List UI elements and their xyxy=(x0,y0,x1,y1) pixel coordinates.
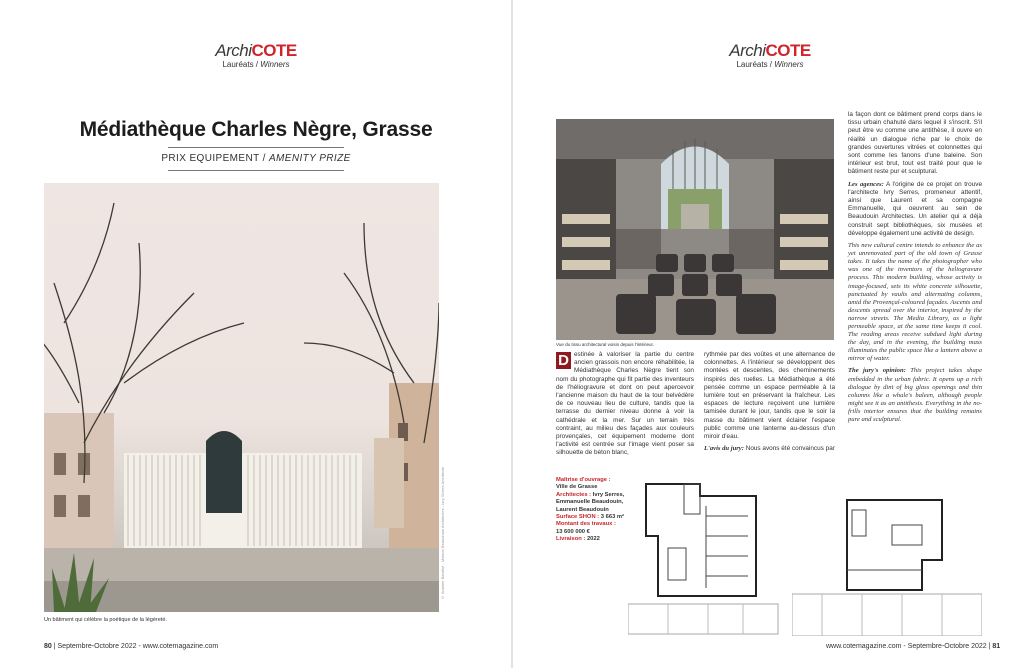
logo-cote: COTE xyxy=(251,41,297,60)
prize-label xyxy=(60,153,452,164)
archicote-logo-right xyxy=(710,42,830,70)
logo-laureats: Lauréats / xyxy=(736,60,773,69)
dropcap: D xyxy=(556,352,571,369)
montant-label: Montant des travaux : xyxy=(556,521,616,528)
folio-right xyxy=(826,643,1000,650)
architects-value: Ivry Serres, Emmanuelle Beaudouin, Laurent Beaudouin xyxy=(556,491,625,513)
article-col-2 xyxy=(704,351,835,457)
logo-archi: Archi xyxy=(215,41,252,60)
maitrise-label: Maîtrise d'ouvrage : xyxy=(556,477,611,483)
article-col-1 xyxy=(556,351,694,462)
maitrise-value: Ville de Grasse xyxy=(556,484,598,491)
floor-plan-1 xyxy=(628,476,783,636)
agences-label: Les agences: xyxy=(848,180,884,188)
architects-label: Architectes : xyxy=(556,491,592,498)
floor-plan-1-drawing xyxy=(628,476,783,636)
project-info xyxy=(556,477,636,544)
title-rule-bottom xyxy=(168,170,344,171)
page-gutter xyxy=(511,0,513,668)
logo-winners: Winners xyxy=(774,60,804,69)
livraison-label: Livraison : xyxy=(556,536,586,543)
interior-illustration xyxy=(556,119,834,340)
logo-archi: Archi xyxy=(729,41,766,60)
folio-right-text: www.cotemagazine.com - Septembre-Octobre 2022 | xyxy=(826,643,991,650)
page-number-right: 81 xyxy=(992,643,1001,650)
agences-text: A l'origine de ce projet on trouve l'architecte Ivry Serres, promeneur attentif, ainsi que Laurent et sa compagne Emmanuelle, qui oeuvrent au sein de Beaudouin Architectes. Un atelier qui a déjà construit sept bibliothèques, six musées et développe également une activité de design. xyxy=(848,180,982,237)
col2-text: rythmée par des voûtes et une alternance de colonnettes. A l'intérieur se développent des montées et descentes, des cheminements inspirés des ruelles. La Médiathèque a été pensée comme un espace perméable à la lumière tout en préservant la fraîcheur. Les espaces de lecture reçoivent une lumière tamisée durant le jour, tandis que le soir la masse du bâtiment vient éclairer l'espace public comme une lanterne au-dessus d'un miroir d'eau. xyxy=(704,351,835,441)
floor-plan-2 xyxy=(792,490,982,636)
surface-value: 3 663 m² xyxy=(599,514,624,521)
mediatheque-exterior-photo xyxy=(44,183,439,612)
livraison-value: 2022 xyxy=(585,536,600,543)
exterior-illustration xyxy=(44,183,439,612)
surface-label: Surface SHON : xyxy=(556,514,600,521)
photo-credit: © Antoine Baralhé - Maison Beaudouin Architectes - Ivry Serres Architecte xyxy=(440,466,445,600)
prize-en: AMENITY PRIZE xyxy=(268,153,351,164)
montant-value: 13 600 000 € xyxy=(556,528,590,535)
jury-label: L'avis du jury: xyxy=(704,445,744,453)
interior-caption: Vue du tissu architectural voisin depuis l'intérieur. xyxy=(556,342,654,347)
page-number-left: 80 xyxy=(44,643,52,650)
photo-caption: Un bâtiment qui célèbre la poétique de la légèreté. xyxy=(44,617,167,623)
english-jury-label: The jury's opinion: xyxy=(848,367,906,375)
logo-winners: Winners xyxy=(260,60,290,69)
english-text: This new cultural centre intends to enhance the as yet unrenovated part of the old town of Grasse takes. It takes the name of the photographer who was one of the inventors of the heliogravure process. This modern building, whose activity is image-focused, sets its white concrete silhouette, punctuated by vaults and alternating columns, amid the Provençal-coloured façades. Ascents and descents spread over the interior, inspired by the narrow streets. The Media Library, as a light permeable space, at the same time keeps it cool. The reading areas receive subdued light during the day, and in the evening, the building mass illuminates the public space like a lantern above a mirror of water. xyxy=(848,242,982,363)
floor-plan-2-drawing xyxy=(792,490,982,636)
logo-laureats: Lauréats / xyxy=(222,60,259,69)
jury-text: Nous avons été convaincus par xyxy=(743,445,835,453)
archicote-logo-left xyxy=(196,42,316,70)
logo-cote: COTE xyxy=(765,41,811,60)
col3-text: la façon dont ce bâtiment prend corps dans le tissu urbain chahuté dans lequel il s'inscrit. S'il peut être vu comme une antithèse, il ouvre en réalité un dialogue riche par le choix de grandes ouvertures vitrées et colonnettes qui sont comme les fanons d'une baleine. Son intérieur est brut, tout est traité pour que le bâtiment reste pur et sculptural. xyxy=(848,111,982,176)
mediatheque-interior-photo xyxy=(556,119,834,340)
prize-fr: PRIX EQUIPEMENT / xyxy=(161,153,266,164)
folio-left-text: | Septembre-Octobre 2022 - www.cotemagazine.com xyxy=(53,643,219,650)
article-col-3 xyxy=(848,111,982,428)
col1-text: estinée à valoriser la partie du centre ancien grassois non encore réhabilitée, la Médiathèque Charles Nègre tient son nom du photographe qui fit partie des inventeurs de l'héliogravure et dont on peut apercevoir l'ancienne maison du haut de la tour belvédère de ce nouveau lieu de culture, tandis que la terrasse du dernier niveau donne à voir la cathédrale et la mer. Sur un terrain très contraint, au milieu des façades aux couleurs provençales, cet équipement moderne dont l'activité est centrée sur l'image vient poser sa silhouette de béton blanc, xyxy=(556,351,694,457)
english-jury-text: This project takes shape embedded in the urban fabric. It opens up a rich dialogue by dint of big glass openings and thin columns like a whale's baleen, although people might see it as an antithesis. Everything in the no-frills interior ensures that the building remains pure and sculptural. xyxy=(848,367,982,424)
page-title: Médiathèque Charles Nègre, Grasse xyxy=(79,118,433,141)
title-rule-top xyxy=(168,147,344,148)
folio-left xyxy=(44,643,218,650)
